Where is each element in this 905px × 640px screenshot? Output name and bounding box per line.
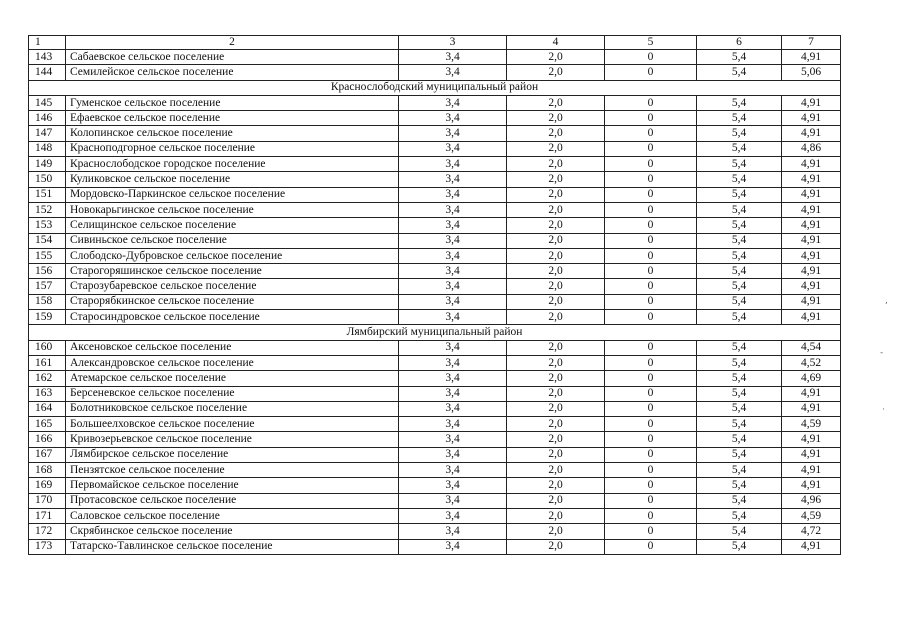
- value-col7: 4,91: [782, 218, 841, 233]
- value-col3: 3,4: [399, 65, 507, 80]
- value-col4: 2,0: [507, 202, 605, 217]
- row-number: 149: [29, 157, 66, 172]
- table-row: [29, 386, 841, 401]
- value-col5: 0: [605, 447, 697, 462]
- value-col4: 2,0: [507, 218, 605, 233]
- value-col4: 2,0: [507, 508, 605, 523]
- table-row: [29, 233, 841, 248]
- value-col5: 0: [605, 126, 697, 141]
- district-title: Лямбирский муниципальный район: [29, 325, 841, 340]
- value-col5: 0: [605, 65, 697, 80]
- row-number: 159: [29, 310, 66, 325]
- value-col4: 2,0: [507, 233, 605, 248]
- column-header: 3: [399, 36, 507, 50]
- value-col3: 3,4: [399, 508, 507, 523]
- settlement-name: Селищинское сельское поселение: [66, 218, 399, 233]
- row-number: 154: [29, 233, 66, 248]
- value-col6: 5,4: [697, 524, 782, 539]
- value-col4: 2,0: [507, 386, 605, 401]
- value-col5: 0: [605, 493, 697, 508]
- value-col3: 3,4: [399, 340, 507, 355]
- value-col5: 0: [605, 264, 697, 279]
- row-number: 158: [29, 294, 66, 309]
- value-col7: 4,91: [782, 172, 841, 187]
- value-col3: 3,4: [399, 401, 507, 416]
- table-row: [29, 539, 841, 554]
- row-number: 162: [29, 371, 66, 386]
- value-col5: 0: [605, 95, 697, 110]
- value-col6: 5,4: [697, 355, 782, 370]
- row-number: 152: [29, 202, 66, 217]
- value-col7: 4,91: [782, 478, 841, 493]
- value-col4: 2,0: [507, 65, 605, 80]
- value-col6: 5,4: [697, 141, 782, 156]
- value-col3: 3,4: [399, 95, 507, 110]
- value-col7: 4,91: [782, 279, 841, 294]
- settlement-name: Саловское сельское поселение: [66, 508, 399, 523]
- value-col5: 0: [605, 218, 697, 233]
- value-col7: 4,91: [782, 50, 841, 65]
- settlement-name: Старорябкинское сельское поселение: [66, 294, 399, 309]
- row-number: 169: [29, 478, 66, 493]
- row-number: 150: [29, 172, 66, 187]
- value-col4: 2,0: [507, 187, 605, 202]
- settlement-name: Старогоряшинское сельское поселение: [66, 264, 399, 279]
- value-col7: 4,91: [782, 539, 841, 554]
- value-col5: 0: [605, 202, 697, 217]
- table-row: [29, 493, 841, 508]
- value-col6: 5,4: [697, 233, 782, 248]
- table-row: [29, 279, 841, 294]
- value-col5: 0: [605, 401, 697, 416]
- settlement-name: Старосиндровское сельское поселение: [66, 310, 399, 325]
- column-number-header-row: [29, 36, 841, 50]
- value-col5: 0: [605, 233, 697, 248]
- value-col7: 4,91: [782, 202, 841, 217]
- table-row: [29, 355, 841, 370]
- row-number: 151: [29, 187, 66, 202]
- value-col3: 3,4: [399, 447, 507, 462]
- value-col3: 3,4: [399, 386, 507, 401]
- value-col6: 5,4: [697, 401, 782, 416]
- value-col6: 5,4: [697, 187, 782, 202]
- value-col5: 0: [605, 386, 697, 401]
- value-col5: 0: [605, 478, 697, 493]
- settlement-name: Куликовское сельское поселение: [66, 172, 399, 187]
- value-col6: 5,4: [697, 508, 782, 523]
- value-col7: 4,54: [782, 340, 841, 355]
- value-col6: 5,4: [697, 248, 782, 263]
- value-col4: 2,0: [507, 401, 605, 416]
- settlement-name: Колопинское сельское поселение: [66, 126, 399, 141]
- value-col4: 2,0: [507, 417, 605, 432]
- district-section-row: [29, 80, 841, 95]
- settlement-name: Атемарское сельское поселение: [66, 371, 399, 386]
- settlement-name: Первомайское сельское поселение: [66, 478, 399, 493]
- table-row: [29, 371, 841, 386]
- value-col6: 5,4: [697, 279, 782, 294]
- row-number: 173: [29, 539, 66, 554]
- value-col4: 2,0: [507, 310, 605, 325]
- value-col5: 0: [605, 371, 697, 386]
- value-col7: 4,72: [782, 524, 841, 539]
- value-col6: 5,4: [697, 50, 782, 65]
- value-col4: 2,0: [507, 371, 605, 386]
- value-col7: 4,91: [782, 248, 841, 263]
- settlement-name: Большеелховское сельское поселение: [66, 417, 399, 432]
- value-col3: 3,4: [399, 463, 507, 478]
- row-number: 153: [29, 218, 66, 233]
- value-col7: 4,91: [782, 126, 841, 141]
- value-col5: 0: [605, 310, 697, 325]
- value-col7: 4,86: [782, 141, 841, 156]
- value-col3: 3,4: [399, 355, 507, 370]
- value-col3: 3,4: [399, 264, 507, 279]
- column-header: 5: [605, 36, 697, 50]
- value-col4: 2,0: [507, 493, 605, 508]
- value-col4: 2,0: [507, 463, 605, 478]
- table-row: [29, 508, 841, 523]
- column-header: 6: [697, 36, 782, 50]
- settlement-name: Болотниковское сельское поселение: [66, 401, 399, 416]
- value-col4: 2,0: [507, 539, 605, 554]
- value-col5: 0: [605, 340, 697, 355]
- scan-speck: ·: [882, 405, 885, 415]
- value-col3: 3,4: [399, 233, 507, 248]
- value-col5: 0: [605, 463, 697, 478]
- settlement-name: Протасовское сельское поселение: [66, 493, 399, 508]
- value-col7: 4,91: [782, 233, 841, 248]
- value-col5: 0: [605, 355, 697, 370]
- value-col4: 2,0: [507, 279, 605, 294]
- settlement-name: Александровское сельское поселение: [66, 355, 399, 370]
- value-col7: 4,52: [782, 355, 841, 370]
- district-section-row: [29, 325, 841, 340]
- value-col6: 5,4: [697, 264, 782, 279]
- value-col4: 2,0: [507, 157, 605, 172]
- value-col4: 2,0: [507, 248, 605, 263]
- settlement-name: Новокарьгинское сельское поселение: [66, 202, 399, 217]
- column-header: 1: [29, 36, 66, 50]
- row-number: 144: [29, 65, 66, 80]
- value-col4: 2,0: [507, 264, 605, 279]
- settlement-name: Красноподгорное сельское поселение: [66, 141, 399, 156]
- value-col6: 5,4: [697, 386, 782, 401]
- table-row: [29, 218, 841, 233]
- value-col6: 5,4: [697, 95, 782, 110]
- value-col7: 4,91: [782, 432, 841, 447]
- value-col7: 5,06: [782, 65, 841, 80]
- value-col5: 0: [605, 172, 697, 187]
- row-number: 168: [29, 463, 66, 478]
- value-col5: 0: [605, 417, 697, 432]
- table-body: [29, 36, 841, 555]
- row-number: 147: [29, 126, 66, 141]
- value-col7: 4,91: [782, 95, 841, 110]
- value-col5: 0: [605, 279, 697, 294]
- value-col4: 2,0: [507, 172, 605, 187]
- value-col6: 5,4: [697, 111, 782, 126]
- table-row: [29, 65, 841, 80]
- value-col6: 5,4: [697, 65, 782, 80]
- value-col3: 3,4: [399, 417, 507, 432]
- value-col3: 3,4: [399, 310, 507, 325]
- row-number: 157: [29, 279, 66, 294]
- value-col4: 2,0: [507, 50, 605, 65]
- value-col3: 3,4: [399, 478, 507, 493]
- district-title: Краснослободский муниципальный район: [29, 80, 841, 95]
- value-col6: 5,4: [697, 417, 782, 432]
- value-col6: 5,4: [697, 463, 782, 478]
- value-col7: 4,59: [782, 508, 841, 523]
- settlement-name: Семилейское сельское поселение: [66, 65, 399, 80]
- value-col4: 2,0: [507, 524, 605, 539]
- row-number: 166: [29, 432, 66, 447]
- value-col6: 5,4: [697, 447, 782, 462]
- value-col6: 5,4: [697, 539, 782, 554]
- value-col5: 0: [605, 50, 697, 65]
- value-col7: 4,69: [782, 371, 841, 386]
- value-col4: 2,0: [507, 355, 605, 370]
- row-number: 146: [29, 111, 66, 126]
- value-col3: 3,4: [399, 126, 507, 141]
- value-col3: 3,4: [399, 539, 507, 554]
- settlement-name: Слободско-Дубровское сельское поселение: [66, 248, 399, 263]
- value-col6: 5,4: [697, 432, 782, 447]
- row-number: 145: [29, 95, 66, 110]
- value-col4: 2,0: [507, 111, 605, 126]
- settlement-name: Сабаевское сельское поселение: [66, 50, 399, 65]
- value-col6: 5,4: [697, 126, 782, 141]
- settlement-name: Пензятское сельское поселение: [66, 463, 399, 478]
- value-col5: 0: [605, 157, 697, 172]
- table-row: [29, 417, 841, 432]
- settlement-name: Кривозерьевское сельское поселение: [66, 432, 399, 447]
- value-col3: 3,4: [399, 141, 507, 156]
- value-col3: 3,4: [399, 111, 507, 126]
- table-row: [29, 95, 841, 110]
- column-header: 2: [66, 36, 399, 50]
- value-col4: 2,0: [507, 432, 605, 447]
- table-row: [29, 432, 841, 447]
- value-col7: 4,91: [782, 386, 841, 401]
- value-col5: 0: [605, 524, 697, 539]
- settlement-name: Скрябинское сельское поселение: [66, 524, 399, 539]
- settlement-name: Ефаевское сельское поселение: [66, 111, 399, 126]
- settlement-name: Лямбирское сельское поселение: [66, 447, 399, 462]
- value-col3: 3,4: [399, 157, 507, 172]
- settlement-name: Краснослободское городское поселение: [66, 157, 399, 172]
- settlement-name: Гуменское сельское поселение: [66, 95, 399, 110]
- table-row: [29, 141, 841, 156]
- value-col7: 4,91: [782, 264, 841, 279]
- table-row: [29, 248, 841, 263]
- row-number: 164: [29, 401, 66, 416]
- row-number: 161: [29, 355, 66, 370]
- value-col7: 4,59: [782, 417, 841, 432]
- table-row: [29, 447, 841, 462]
- value-col7: 4,91: [782, 111, 841, 126]
- row-number: 171: [29, 508, 66, 523]
- scan-speck: -: [880, 348, 884, 358]
- value-col7: 4,91: [782, 463, 841, 478]
- settlement-name: Мордовско-Паркинское сельское поселение: [66, 187, 399, 202]
- table-row: [29, 50, 841, 65]
- row-number: 155: [29, 248, 66, 263]
- settlement-name: Сивиньское сельское поселение: [66, 233, 399, 248]
- column-header: 4: [507, 36, 605, 50]
- value-col7: 4,91: [782, 294, 841, 309]
- table-row: [29, 524, 841, 539]
- value-col6: 5,4: [697, 202, 782, 217]
- value-col7: 4,91: [782, 187, 841, 202]
- tariff-table: [28, 35, 841, 555]
- table-row: [29, 126, 841, 141]
- settlement-name: Старозубаревское сельское поселение: [66, 279, 399, 294]
- value-col7: 4,91: [782, 447, 841, 462]
- value-col7: 4,91: [782, 401, 841, 416]
- value-col6: 5,4: [697, 218, 782, 233]
- value-col3: 3,4: [399, 371, 507, 386]
- table-row: [29, 111, 841, 126]
- value-col5: 0: [605, 187, 697, 202]
- table-row: [29, 264, 841, 279]
- settlement-name: Берсеневское сельское поселение: [66, 386, 399, 401]
- settlement-name: Аксеновское сельское поселение: [66, 340, 399, 355]
- value-col3: 3,4: [399, 50, 507, 65]
- value-col3: 3,4: [399, 218, 507, 233]
- table-row: [29, 187, 841, 202]
- value-col4: 2,0: [507, 478, 605, 493]
- value-col5: 0: [605, 508, 697, 523]
- value-col3: 3,4: [399, 279, 507, 294]
- value-col7: 4,96: [782, 493, 841, 508]
- value-col3: 3,4: [399, 202, 507, 217]
- value-col6: 5,4: [697, 294, 782, 309]
- value-col4: 2,0: [507, 447, 605, 462]
- value-col4: 2,0: [507, 95, 605, 110]
- value-col5: 0: [605, 141, 697, 156]
- value-col3: 3,4: [399, 493, 507, 508]
- value-col6: 5,4: [697, 340, 782, 355]
- value-col5: 0: [605, 432, 697, 447]
- row-number: 167: [29, 447, 66, 462]
- value-col3: 3,4: [399, 294, 507, 309]
- value-col3: 3,4: [399, 248, 507, 263]
- value-col3: 3,4: [399, 432, 507, 447]
- value-col5: 0: [605, 539, 697, 554]
- scan-speck: ,: [885, 296, 888, 306]
- table-row: [29, 294, 841, 309]
- row-number: 172: [29, 524, 66, 539]
- value-col6: 5,4: [697, 157, 782, 172]
- row-number: 170: [29, 493, 66, 508]
- value-col4: 2,0: [507, 340, 605, 355]
- value-col3: 3,4: [399, 172, 507, 187]
- row-number: 163: [29, 386, 66, 401]
- value-col7: 4,91: [782, 310, 841, 325]
- value-col7: 4,91: [782, 157, 841, 172]
- value-col6: 5,4: [697, 371, 782, 386]
- value-col3: 3,4: [399, 524, 507, 539]
- row-number: 160: [29, 340, 66, 355]
- value-col6: 5,4: [697, 172, 782, 187]
- table-row: [29, 157, 841, 172]
- table-row: [29, 310, 841, 325]
- column-header: 7: [782, 36, 841, 50]
- settlement-name: Татарско-Тавлинское сельское поселение: [66, 539, 399, 554]
- value-col4: 2,0: [507, 294, 605, 309]
- table-row: [29, 172, 841, 187]
- table-row: [29, 202, 841, 217]
- row-number: 165: [29, 417, 66, 432]
- value-col5: 0: [605, 294, 697, 309]
- row-number: 143: [29, 50, 66, 65]
- value-col6: 5,4: [697, 310, 782, 325]
- table-row: [29, 478, 841, 493]
- value-col4: 2,0: [507, 141, 605, 156]
- value-col5: 0: [605, 248, 697, 263]
- value-col3: 3,4: [399, 187, 507, 202]
- value-col6: 5,4: [697, 493, 782, 508]
- value-col4: 2,0: [507, 126, 605, 141]
- table-row: [29, 401, 841, 416]
- table-row: [29, 463, 841, 478]
- value-col6: 5,4: [697, 478, 782, 493]
- row-number: 148: [29, 141, 66, 156]
- table-row: [29, 340, 841, 355]
- row-number: 156: [29, 264, 66, 279]
- value-col5: 0: [605, 111, 697, 126]
